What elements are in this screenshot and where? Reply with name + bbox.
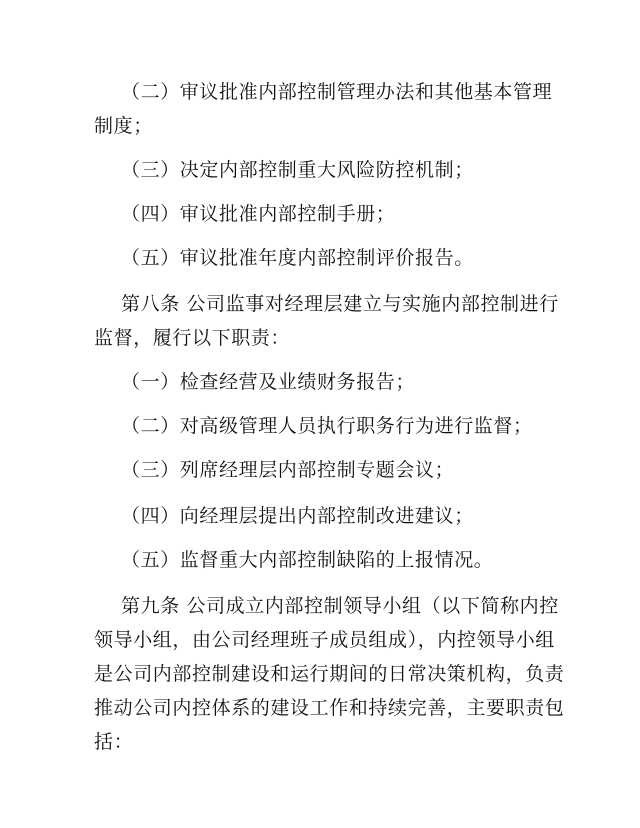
- article-8-line-1: 第八条 公司监事对经理层建立与实施内部控制进行: [121, 293, 559, 315]
- clause-item-2-line-1: （二）审议批准内部控制管理办法和其他基本管理: [121, 81, 553, 103]
- article-9-line-1: 第九条 公司成立内部控制领导小组（以下简称内控: [121, 595, 559, 617]
- article-9-line-4: 推动公司内控体系的建设工作和持续完善，主要职责包: [94, 697, 565, 719]
- duty-item-4: （四）向经理层提出内部控制改进建议；: [121, 505, 474, 527]
- duty-item-5: （五）监督重大内部控制缺陷的上报情况。: [121, 549, 494, 571]
- article-9-line-5: 括：: [94, 731, 134, 753]
- article-9-line-2: 领导小组，由公司经理班子成员组成），内控领导小组: [94, 629, 555, 651]
- duty-item-2: （二）对高级管理人员执行职务行为进行监督；: [121, 415, 533, 437]
- duty-item-3: （三）列席经理层内部控制专题会议；: [121, 459, 455, 481]
- clause-item-2-line-2: 制度；: [94, 115, 153, 137]
- clause-item-4: （四）审议批准内部控制手册；: [121, 203, 396, 225]
- article-8-line-2: 监督，履行以下职责：: [94, 327, 291, 349]
- article-9-line-3: 是公司内部控制建设和运行期间的日常决策机构，负责: [94, 663, 565, 685]
- clause-item-5: （五）审议批准年度内部控制评价报告。: [121, 247, 474, 269]
- duty-item-1: （一）检查经营及业绩财务报告；: [121, 371, 416, 393]
- clause-item-3: （三）决定内部控制重大风险防控机制；: [121, 159, 474, 181]
